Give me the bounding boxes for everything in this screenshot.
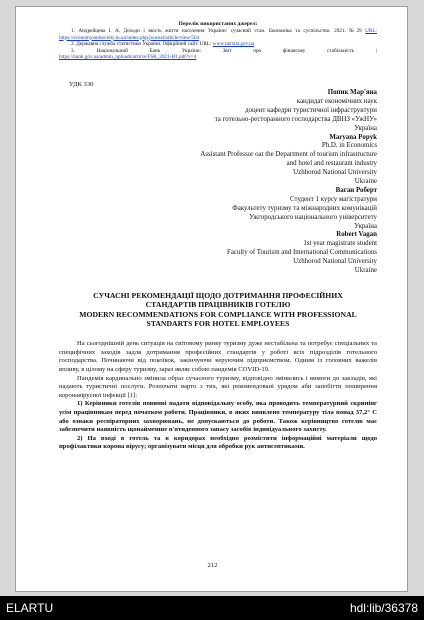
author-name: Ваган Роберт <box>335 186 377 194</box>
reference-link-2[interactable]: www.ukrstat.gov.ua <box>212 41 255 48</box>
author-name: Robert Vagan <box>336 231 377 239</box>
author-line: and hotel and restaurant industry <box>286 160 377 168</box>
author-line: Ukraine <box>354 267 377 275</box>
author-line: та готельно-ресторанного господарства ДВНЗ «УжНУ» <box>214 115 377 123</box>
body-paragraph: 2) На вході в готель та в коридорах необхідно розмістити інформаційні матеріали щодо профілактики корона вірусу; організувати місця для обробки рук антисептиками. <box>59 434 377 451</box>
author-line: 1st year magistrate student <box>303 240 377 248</box>
title-ua-line: СТАНДАРТІВ ПРАЦІВНИКІВ ГОТЕЛЮ <box>145 300 291 310</box>
references-title: Перелік використаних джерел: <box>178 21 258 27</box>
article-body <box>59 340 377 452</box>
reference-item-2: 2. Державна служба статистики України. Офіційний сайт. URL: www.ukrstat.gov.ua <box>71 41 255 48</box>
repository-name: ELARTU <box>6 601 54 615</box>
reference-link-1[interactable]: URL: https://economyandsociety.in.ua/index.php/journal/article/view/564 <box>59 28 377 41</box>
reference-link-3[interactable]: https://bank.gov.ua/admin_uploads/article/FSR_2021-H1.pdf?v=4 <box>59 54 197 61</box>
article-title <box>59 291 377 328</box>
author-line: Ukraine <box>354 178 377 186</box>
title-en-line: MODERN RECOMMENDATIONS FOR COMPLIANCE WITH PROFESSIONAL <box>79 309 357 319</box>
author-line: Ужгородського національного університету <box>249 213 377 221</box>
author-line: Uzhhorod National University <box>293 258 377 266</box>
handle-identifier[interactable]: hdl:lib/36378 <box>349 601 418 615</box>
body-paragraph: На сьогоднішній день ситуація на світовому ринку туризму дуже нестабільна та потребує спеціальних та специфічних заходів задля дотримання професійних стандартів у роботі всіх підрозділів готельного господарства. Починаючи від покоївок, закінчуючи керуючим підприємством. Одним із головних важелів впливу, в цілому на сферу туризму, зараз являє собою пандемія COVID-19. <box>59 340 377 373</box>
body-paragraph: Пандемія кардинально змінила образ сучасного туризму, відповідно змінились і вимоги до закладів, які надають туристичні послуги. Розпочати варто з тих, які рекомендовані урядом аби запобігти поширення коронавірусної інфекції [1]: <box>59 374 377 399</box>
author-line: доцент кафедри туристичної інфраструктури <box>245 106 377 114</box>
author-line: Україна <box>354 222 377 230</box>
udk-code: УДК 330 <box>69 80 94 88</box>
author-line: Факультету туризму та міжнародних комунікацій <box>232 204 377 212</box>
author-line: Uzhhorod National University <box>293 169 377 177</box>
author-line: Ph.D. in Economics <box>321 142 377 150</box>
document-page <box>15 6 408 592</box>
repository-footer-bar <box>0 596 424 620</box>
title-en-line: STANDARTS FOR HOTEL EMPLOYEES <box>146 318 290 328</box>
author-line: Україна <box>354 124 377 132</box>
author-line: Faculty of Tourism and International Communications <box>226 249 377 257</box>
reference-item-3: 3. Національний Банк України: Звіт про фінансову стабільність | <box>71 47 377 54</box>
author-name: Maryana Popyk <box>329 133 377 141</box>
page-content <box>59 21 377 452</box>
page-number: 212 <box>207 562 218 569</box>
reference-item-1: 1. Андрейцева І. А. Доходи і якість життя населення України: сучасний стан. Економіка та суспільство. 2021. №29 URL: https://economyandsociety.in.ua/index.php/journal/article/view/564 <box>59 28 377 41</box>
author-line: Assistant Professor oat the Department of tourism infrastructure <box>200 151 377 159</box>
body-paragraph: 1) Керівники готелів повинні надати відповідальну особу, яка проводить температурний скринінг усім працівникам перед початком роботи. Працівники, в яких виявлено температуру тіла понад 37,2° С або ознаки респіраторних захворювань, не допускаються до роботи. Також керівництво готелю має забезпечити наявність щонайменше п'ятиденного запасу засобів індивідуального захисту. <box>59 400 377 434</box>
reference-item-3-link-line <box>59 54 377 61</box>
author-block <box>59 89 377 276</box>
author-line: кандидат економічних наук <box>296 97 377 105</box>
author-line: Студент 1 курсу магістратури <box>290 195 377 203</box>
title-ua-line: СУЧАСНІ РЕКОМЕНДАЦІЇ ЩОДО ДОТРИМАННЯ ПРОФЕСІЙНИХ <box>93 291 343 300</box>
author-name: Попик Мар'яна <box>327 88 377 96</box>
